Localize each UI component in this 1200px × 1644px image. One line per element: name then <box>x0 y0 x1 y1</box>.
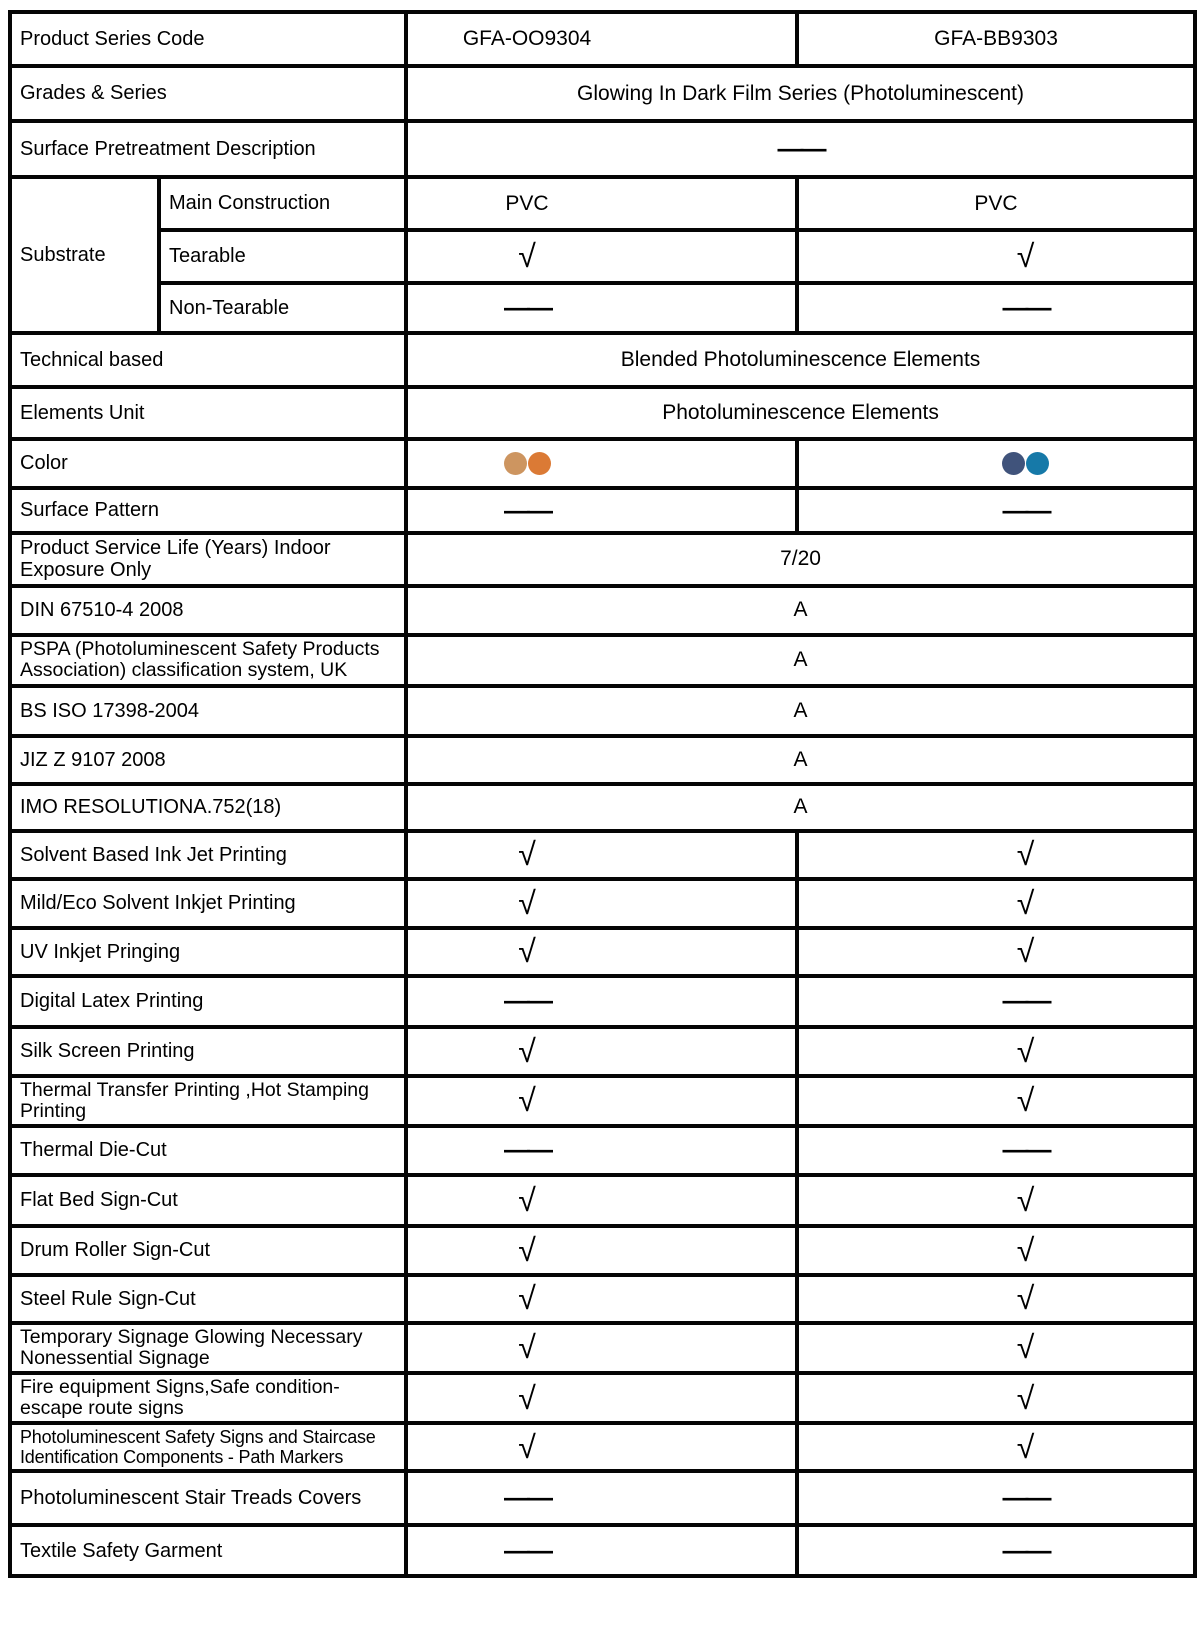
row-substrate-non-tearable <box>10 283 1195 333</box>
row-label: Textile Safety Garment <box>10 1525 406 1576</box>
color-dot <box>1026 452 1049 475</box>
value-cell-1 <box>406 879 797 928</box>
check-mark: √ <box>1016 238 1035 274</box>
check-mark: √ <box>518 1329 536 1366</box>
value-cell-1 <box>406 1323 797 1373</box>
dash-mark: —— <box>504 1482 551 1513</box>
value-cell-1: PVC <box>406 177 797 230</box>
span-value-cell: Blended Photoluminescence Elements <box>406 333 1195 387</box>
row-label: Steel Rule Sign-Cut <box>10 1275 406 1323</box>
check-mark: √ <box>1016 1379 1035 1416</box>
row-label: Elements Unit <box>10 387 406 439</box>
row-silk-screen-printing <box>10 1027 1195 1076</box>
row-label: Mild/Eco Solvent Inkjet Printing <box>10 879 406 928</box>
check-mark: √ <box>1016 1329 1035 1366</box>
row-label: Temporary Signage Glowing Necessary Nonessential Signage <box>10 1323 406 1373</box>
span-value-cell: Glowing In Dark Film Series (Photoluminescent) <box>406 66 1195 121</box>
color-swatch-cell-1 <box>406 439 797 488</box>
row-label: Drum Roller Sign-Cut <box>10 1226 406 1275</box>
row-label: DIN 67510-4 2008 <box>10 586 406 635</box>
row-label: Surface Pattern <box>10 488 406 533</box>
row-technical-based <box>10 333 1195 387</box>
row-digital-latex-printing <box>10 976 1195 1027</box>
row-label: Color <box>10 439 406 488</box>
row-din-67510-4-2008 <box>10 586 1195 635</box>
span-value-cell <box>406 121 1195 177</box>
row-photoluminescent-safety-signs <box>10 1423 1195 1471</box>
row-flat-bed-sign-cut <box>10 1175 1195 1226</box>
row-textile-safety-garment <box>10 1525 1195 1576</box>
row-label: Photoluminescent Safety Signs and Staircase Identification Components - Path Markers <box>10 1423 406 1471</box>
row-label: IMO RESOLUTIONA.752(18) <box>10 784 406 831</box>
check-mark: √ <box>1016 1082 1035 1119</box>
check-mark: √ <box>1016 884 1035 921</box>
dash-mark: —— <box>504 494 551 525</box>
value-cell-2 <box>797 1027 1195 1076</box>
row-thermal-transfer-printing <box>10 1076 1195 1126</box>
row-label: BS ISO 17398-2004 <box>10 686 406 736</box>
value-cell-1 <box>406 1226 797 1275</box>
value-cell-2 <box>797 230 1195 283</box>
row-solvent-based-ink-jet-printing <box>10 831 1195 879</box>
row-product-service-life <box>10 533 1195 586</box>
color-dot <box>1002 452 1025 475</box>
check-mark: √ <box>1016 836 1035 873</box>
row-label: Photoluminescent Stair Treads Covers <box>10 1471 406 1525</box>
check-mark: √ <box>518 1231 536 1268</box>
row-photoluminescent-stair-treads <box>10 1471 1195 1525</box>
check-mark: √ <box>518 1428 536 1465</box>
row-imo-resolution <box>10 784 1195 831</box>
value-cell-2 <box>797 1126 1195 1175</box>
row-pspa-classification <box>10 635 1195 686</box>
value-cell-1 <box>406 928 797 976</box>
check-mark: √ <box>518 1082 536 1119</box>
check-mark: √ <box>1016 933 1035 970</box>
value-cell-2 <box>797 1323 1195 1373</box>
substrate-group-label: Substrate <box>10 177 159 333</box>
value-cell-1 <box>406 1175 797 1226</box>
value-cell-2 <box>797 488 1195 533</box>
dash-mark: —— <box>1002 292 1049 322</box>
check-mark: √ <box>518 1032 536 1069</box>
row-label: UV Inkjet Pringing <box>10 928 406 976</box>
span-value-cell: A <box>406 586 1195 635</box>
value-cell-1 <box>406 283 797 333</box>
row-surface-pretreatment <box>10 121 1195 177</box>
span-value-cell: 7/20 <box>406 533 1195 586</box>
value-cell-1 <box>406 1126 797 1175</box>
value-cell-2 <box>797 879 1195 928</box>
value-cell-2 <box>797 1175 1195 1226</box>
row-label: PSPA (Photoluminescent Safety Products Association) classification system, UK <box>10 635 406 686</box>
dash-mark: —— <box>504 292 551 322</box>
check-mark: √ <box>518 1280 536 1317</box>
row-label: Non-Tearable <box>159 283 406 333</box>
check-mark: √ <box>1016 1032 1035 1069</box>
row-label: Flat Bed Sign-Cut <box>10 1175 406 1226</box>
value-cell-2 <box>797 831 1195 879</box>
value-cell-2 <box>797 1275 1195 1323</box>
row-label: Digital Latex Printing <box>10 976 406 1027</box>
value-cell-1 <box>406 1373 797 1423</box>
check-mark: √ <box>1016 1181 1035 1218</box>
row-label: Solvent Based Ink Jet Printing <box>10 831 406 879</box>
value-cell-1 <box>406 1471 797 1525</box>
value-cell-2 <box>797 1423 1195 1471</box>
check-mark: √ <box>518 238 536 274</box>
row-label: Grades & Series <box>10 66 406 121</box>
value-cell-2 <box>797 928 1195 976</box>
span-value-cell: A <box>406 686 1195 736</box>
dash-mark: —— <box>504 985 551 1016</box>
value-cell-1 <box>406 1076 797 1126</box>
dash-mark: —— <box>1002 1534 1049 1565</box>
value-cell-2 <box>797 1373 1195 1423</box>
row-label: Surface Pretreatment Description <box>10 121 406 177</box>
row-substrate-main-construction <box>10 177 1195 230</box>
check-mark: √ <box>518 1379 536 1416</box>
row-product-series-code <box>10 12 1195 66</box>
value-cell-1 <box>406 1027 797 1076</box>
row-fire-equipment-signs <box>10 1373 1195 1423</box>
dash-mark: —— <box>504 1134 551 1165</box>
dash-mark: —— <box>777 133 824 163</box>
color-swatch-cell-2 <box>797 439 1195 488</box>
dash-mark: —— <box>1002 1134 1049 1165</box>
row-steel-rule-sign-cut <box>10 1275 1195 1323</box>
row-label: Thermal Die-Cut <box>10 1126 406 1175</box>
row-label: Product Service Life (Years) Indoor Exposure Only <box>10 533 406 586</box>
row-mild-eco-solvent-inkjet-printing <box>10 879 1195 928</box>
row-label: Technical based <box>10 333 406 387</box>
check-mark: √ <box>1016 1231 1035 1268</box>
row-color <box>10 439 1195 488</box>
row-label: Main Construction <box>159 177 406 230</box>
value-cell-2: PVC <box>797 177 1195 230</box>
row-thermal-die-cut <box>10 1126 1195 1175</box>
value-cell-1 <box>406 1423 797 1471</box>
span-value-cell: A <box>406 784 1195 831</box>
row-elements-unit <box>10 387 1195 439</box>
value-cell-2 <box>797 1226 1195 1275</box>
row-label: Fire equipment Signs,Safe condition-escape route signs <box>10 1373 406 1423</box>
span-value-cell: Photoluminescence Elements <box>406 387 1195 439</box>
row-uv-inkjet-pringing <box>10 928 1195 976</box>
dash-mark: —— <box>1002 985 1049 1016</box>
span-value-cell: A <box>406 635 1195 686</box>
check-mark: √ <box>518 836 536 873</box>
value-cell-1: GFA-OO9304 <box>406 12 797 66</box>
span-value-cell: A <box>406 736 1195 784</box>
check-mark: √ <box>1016 1428 1035 1465</box>
color-dot <box>504 452 527 475</box>
value-cell-2: GFA-BB9303 <box>797 12 1195 66</box>
value-cell-2 <box>797 1076 1195 1126</box>
check-mark: √ <box>518 884 536 921</box>
value-cell-1 <box>406 488 797 533</box>
row-substrate-tearable <box>10 230 1195 283</box>
row-jiz-z-9107-2008 <box>10 736 1195 784</box>
row-label: Product Series Code <box>10 12 406 66</box>
product-spec-table <box>8 10 1197 1578</box>
value-cell-1 <box>406 831 797 879</box>
value-cell-1 <box>406 1275 797 1323</box>
row-label: Thermal Transfer Printing ,Hot Stamping Printing <box>10 1076 406 1126</box>
value-cell-2 <box>797 1471 1195 1525</box>
row-temporary-signage <box>10 1323 1195 1373</box>
value-cell-2 <box>797 283 1195 333</box>
row-label: Silk Screen Printing <box>10 1027 406 1076</box>
row-surface-pattern <box>10 488 1195 533</box>
dash-mark: —— <box>504 1534 551 1565</box>
check-mark: √ <box>1016 1280 1035 1317</box>
value-cell-1 <box>406 1525 797 1576</box>
value-cell-2 <box>797 976 1195 1027</box>
row-drum-roller-sign-cut <box>10 1226 1195 1275</box>
check-mark: √ <box>518 933 536 970</box>
value-cell-1 <box>406 976 797 1027</box>
color-dot <box>528 452 551 475</box>
row-grades-series <box>10 66 1195 121</box>
row-label: JIZ Z 9107 2008 <box>10 736 406 784</box>
row-bs-iso-17398-2004 <box>10 686 1195 736</box>
row-label: Tearable <box>159 230 406 283</box>
dash-mark: —— <box>1002 1482 1049 1513</box>
dash-mark: —— <box>1002 494 1049 525</box>
value-cell-2 <box>797 1525 1195 1576</box>
value-cell-1 <box>406 230 797 283</box>
check-mark: √ <box>518 1181 536 1218</box>
